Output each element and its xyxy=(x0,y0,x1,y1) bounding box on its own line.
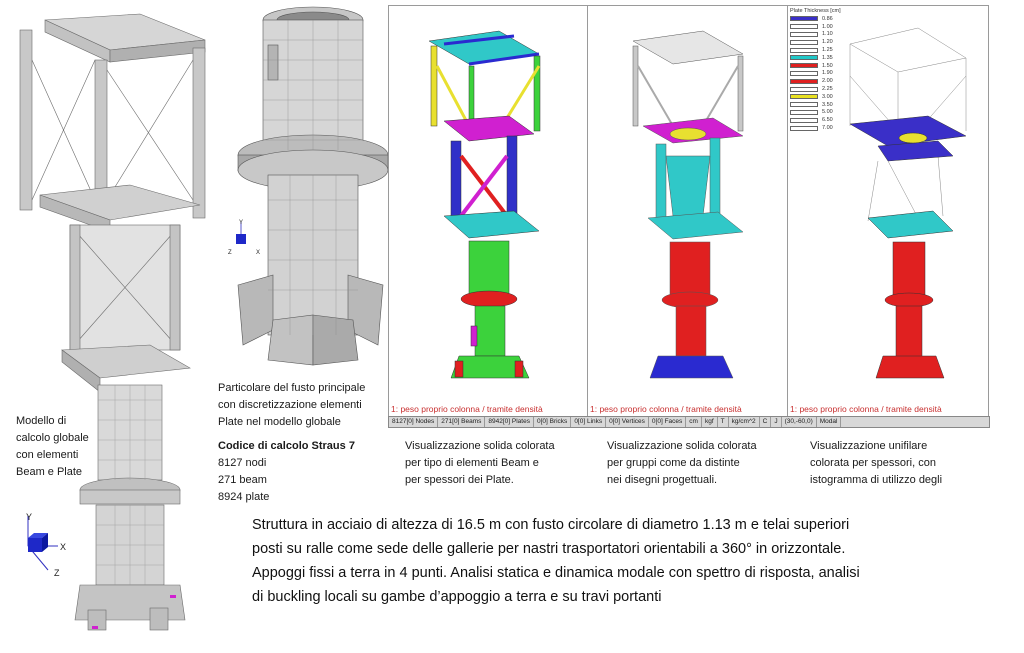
legend-row xyxy=(790,46,850,54)
legend-title: Plate Thickness [cm] xyxy=(790,8,841,14)
status-cell: 271[0] Beams xyxy=(438,417,485,427)
caption-view-element-type xyxy=(405,438,555,489)
caption-line: Modello di xyxy=(16,415,67,427)
legend-row xyxy=(790,93,850,101)
status-cell: kgf xyxy=(702,417,718,427)
axis-x-label: X xyxy=(60,542,67,552)
caption-line: istogramma di utilizzo degli xyxy=(810,474,943,486)
legend-value: 5.00 xyxy=(822,109,833,116)
legend-swatch xyxy=(790,87,818,92)
viewport-panel-groups[interactable] xyxy=(587,5,788,417)
caption-line: con elementi xyxy=(16,449,79,461)
legend-row xyxy=(790,109,850,117)
legend-swatch xyxy=(790,94,818,99)
legend-value: 1.90 xyxy=(822,70,833,77)
description-line: Appoggi fissi a terra in 4 punti. Analisi statica e dinamica modale con spettro di risposta, analisi xyxy=(252,565,860,581)
code-stat: 8127 nodi xyxy=(218,457,267,469)
caption-line: Beam e Plate xyxy=(16,466,83,478)
status-cell: cm xyxy=(686,417,702,427)
legend-swatch xyxy=(790,63,818,68)
model-colored-element-type xyxy=(389,6,587,406)
legend-swatch xyxy=(790,126,818,131)
axis-x-label: X xyxy=(256,250,261,256)
status-cell: 8127[0] Nodes xyxy=(389,417,438,427)
caption-line: con discretizzazione elementi xyxy=(218,399,362,411)
legend-value: 6.50 xyxy=(822,117,833,124)
caption-line: calcolo globale xyxy=(16,432,89,444)
description-line: Struttura in acciaio di altezza di 16.5 m con fusto circolare di diametro 1.13 m e telai superiori xyxy=(252,517,850,533)
status-cell: kg/cm^2 xyxy=(729,417,760,427)
code-stat: 271 beam xyxy=(218,474,267,486)
legend-value: 1.10 xyxy=(822,31,833,38)
legend-value: 2.00 xyxy=(822,78,833,85)
panel-footer-text: 1: peso proprio colonna / tramite densità xyxy=(790,404,942,414)
legend-row xyxy=(790,31,850,39)
caption-line: per gruppi come da distinte xyxy=(607,457,740,469)
viewport-panel-element-type[interactable] xyxy=(388,5,588,417)
legend-swatch xyxy=(790,118,818,123)
status-cell: C xyxy=(760,417,772,427)
caption-view-thickness xyxy=(810,438,942,489)
caption-line: Visualizzazione unifilare xyxy=(810,440,928,452)
description-line: di buckling locali su gambe d’appoggio a terra e su travi portanti xyxy=(252,589,662,605)
legend-swatch xyxy=(790,24,818,29)
legend-value: 1.50 xyxy=(822,62,833,69)
caption-global-model xyxy=(16,413,89,481)
legend-row xyxy=(790,15,850,23)
axis-z-label: Z xyxy=(228,250,232,256)
legend-row xyxy=(790,116,850,124)
status-cell: 0[0] Faces xyxy=(649,417,686,427)
axis-y-label: Y xyxy=(239,220,244,226)
legend-swatch xyxy=(790,16,818,21)
caption-line: Particolare del fusto principale xyxy=(218,382,366,394)
caption-line: Plate nel modello globale xyxy=(218,416,341,428)
caption-detail xyxy=(218,380,365,431)
caption-view-groups xyxy=(607,438,757,489)
legend-row xyxy=(790,62,850,70)
axis-triad-detail xyxy=(226,220,266,260)
status-cell: 0[0] Bricks xyxy=(534,417,571,427)
legend-row xyxy=(790,85,850,93)
status-cell: 8942[0] Plates xyxy=(485,417,534,427)
legend-row xyxy=(790,101,850,109)
legend-value: 3.50 xyxy=(822,101,833,108)
status-cell: (30,-60,0) xyxy=(782,417,817,427)
description-line: posti su ralle come sede delle gallerie per nastri trasportatori orientabili a 360° in orizzontale. xyxy=(252,541,846,557)
plate-thickness-legend xyxy=(790,8,850,132)
legend-row xyxy=(790,54,850,62)
caption-line: per spessori dei Plate. xyxy=(405,474,514,486)
legend-value: 0.86 xyxy=(822,15,833,22)
legend-value: 3.00 xyxy=(822,93,833,100)
legend-value: 1.00 xyxy=(822,23,833,30)
legend-swatch xyxy=(790,48,818,53)
status-bar xyxy=(388,416,990,428)
caption-code xyxy=(218,438,355,506)
code-title: Codice di calcolo Straus 7 xyxy=(218,440,355,452)
shaft-detail-drawing xyxy=(228,0,398,380)
axis-triad-global xyxy=(18,512,88,582)
caption-line: per tipo di elementi Beam e xyxy=(405,457,539,469)
legend-row xyxy=(790,38,850,46)
legend-value: 1.25 xyxy=(822,47,833,54)
legend-row xyxy=(790,124,850,132)
legend-swatch xyxy=(790,102,818,107)
caption-line: nei disegni progettuali. xyxy=(607,474,718,486)
code-stat: 8924 plate xyxy=(218,491,270,503)
legend-row xyxy=(790,77,850,85)
legend-swatch xyxy=(790,55,818,60)
caption-line: Visualizzazione solida colorata xyxy=(607,440,757,452)
axis-z-label: Z xyxy=(54,568,60,578)
legend-swatch xyxy=(790,79,818,84)
status-cell: Modal xyxy=(817,417,842,427)
legend-value: 2.25 xyxy=(822,86,833,93)
status-cell: 0[0] Links xyxy=(571,417,606,427)
panel-footer-text: 1: peso proprio colonna / tramite densità xyxy=(391,404,543,414)
structure-description xyxy=(252,513,860,609)
caption-line: Visualizzazione solida colorata xyxy=(405,440,555,452)
status-cell: T xyxy=(718,417,729,427)
legend-value: 1.20 xyxy=(822,39,833,46)
legend-value: 7.00 xyxy=(822,125,833,132)
status-cell: J xyxy=(771,417,781,427)
legend-swatch xyxy=(790,110,818,115)
axis-y-label: Y xyxy=(26,512,33,522)
panel-footer-text: 1: peso proprio colonna / tramite densità xyxy=(590,404,742,414)
legend-row xyxy=(790,70,850,78)
legend-row xyxy=(790,23,850,31)
caption-line: colorata per spessori, con xyxy=(810,457,936,469)
model-colored-groups xyxy=(588,6,787,406)
legend-swatch xyxy=(790,40,818,45)
status-cell: 0[0] Vertices xyxy=(606,417,649,427)
legend-swatch xyxy=(790,71,818,76)
legend-swatch xyxy=(790,32,818,37)
legend-value: 1.35 xyxy=(822,54,833,61)
